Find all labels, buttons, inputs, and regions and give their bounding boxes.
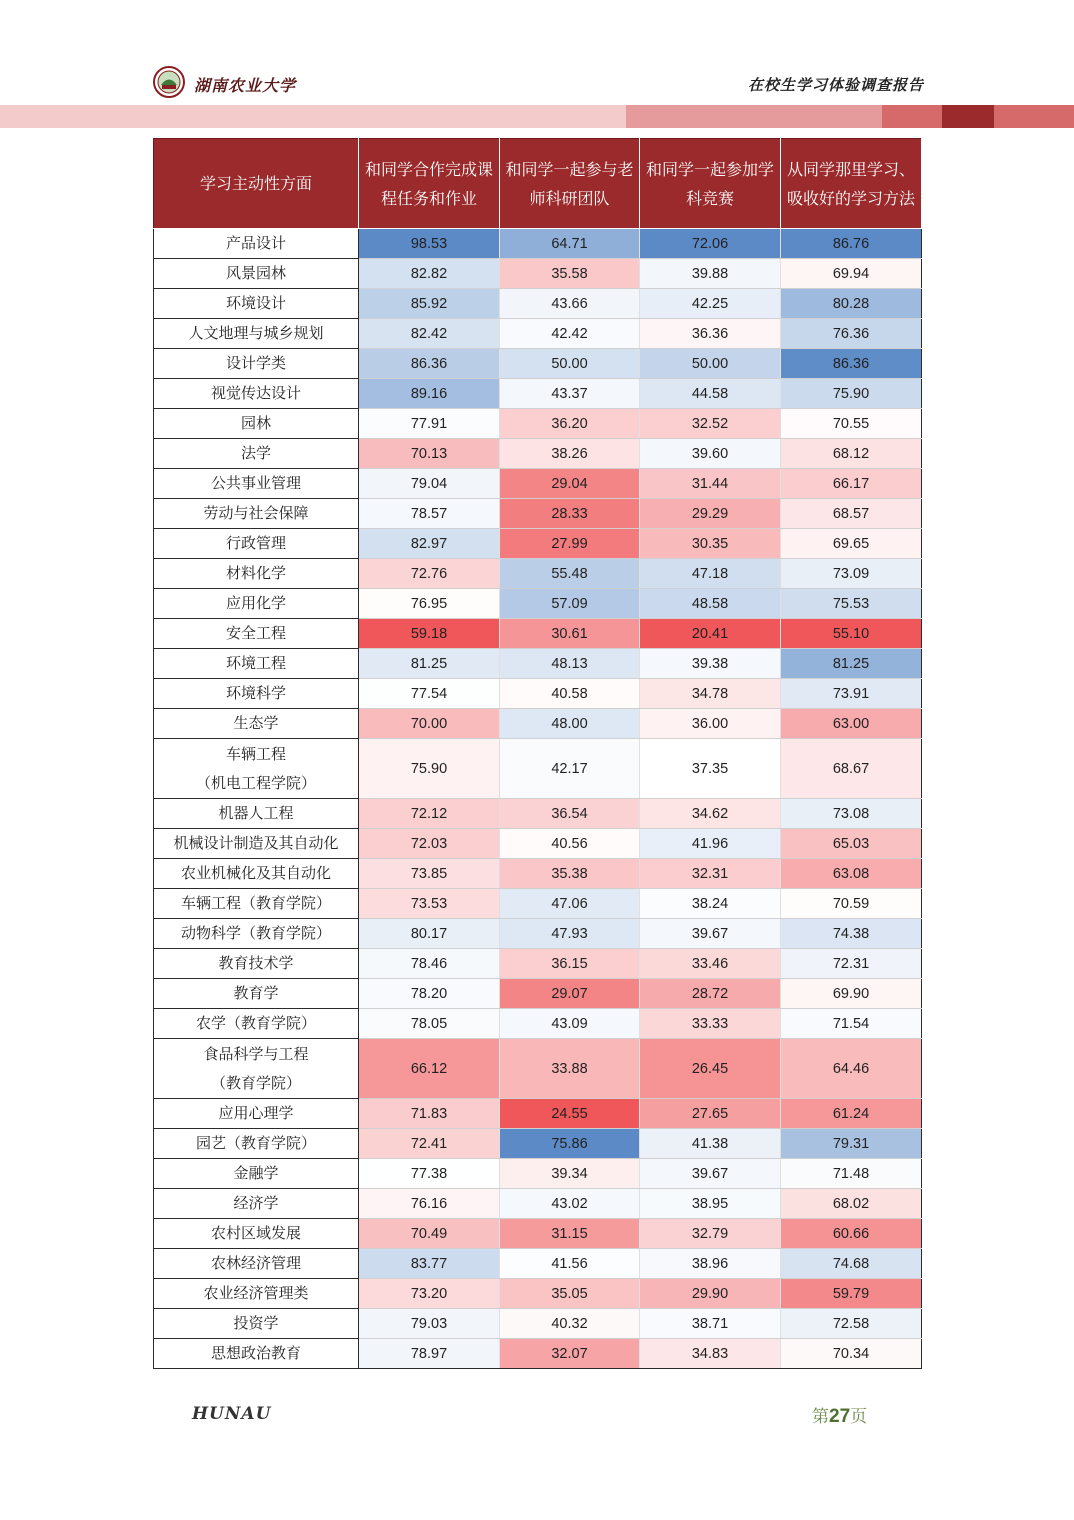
table-row xyxy=(154,829,922,859)
score-cell: 47.06 xyxy=(500,889,640,919)
score-cell: 72.76 xyxy=(359,559,500,589)
score-cell: 44.58 xyxy=(640,379,781,409)
score-cell: 47.18 xyxy=(640,559,781,589)
score-cell: 81.25 xyxy=(359,649,500,679)
score-cell: 73.85 xyxy=(359,859,500,889)
score-cell: 76.16 xyxy=(359,1189,500,1219)
score-cell: 75.53 xyxy=(781,589,922,619)
major-name-cell: 生态学 xyxy=(154,709,359,739)
score-cell: 89.16 xyxy=(359,379,500,409)
major-name-cell: 人文地理与城乡规划 xyxy=(154,319,359,349)
table-row xyxy=(154,709,922,739)
score-cell: 72.31 xyxy=(781,949,922,979)
score-cell: 33.46 xyxy=(640,949,781,979)
score-cell: 70.34 xyxy=(781,1339,922,1369)
score-cell: 20.41 xyxy=(640,619,781,649)
major-name-cell: 公共事业管理 xyxy=(154,469,359,499)
score-cell: 41.38 xyxy=(640,1129,781,1159)
score-cell: 34.83 xyxy=(640,1339,781,1369)
major-name-cell: 劳动与社会保障 xyxy=(154,499,359,529)
report-title: 在校生学习体验调查报告 xyxy=(747,76,924,94)
table-row xyxy=(154,649,922,679)
score-cell: 35.38 xyxy=(500,859,640,889)
table-row xyxy=(154,349,922,379)
major-name-cell: 投资学 xyxy=(154,1309,359,1339)
table-row xyxy=(154,589,922,619)
score-cell: 36.54 xyxy=(500,799,640,829)
major-name-cell: 机械设计制造及其自动化 xyxy=(154,829,359,859)
score-cell: 78.46 xyxy=(359,949,500,979)
table-row xyxy=(154,289,922,319)
table-row xyxy=(154,1189,922,1219)
score-cell: 86.36 xyxy=(359,349,500,379)
score-cell: 36.20 xyxy=(500,409,640,439)
score-cell: 48.58 xyxy=(640,589,781,619)
score-cell: 27.65 xyxy=(640,1099,781,1129)
score-cell: 55.48 xyxy=(500,559,640,589)
score-cell: 39.34 xyxy=(500,1159,640,1189)
score-cell: 59.79 xyxy=(781,1279,922,1309)
score-cell: 73.20 xyxy=(359,1279,500,1309)
major-name-cell: 机器人工程 xyxy=(154,799,359,829)
score-cell: 77.54 xyxy=(359,679,500,709)
major-name-cell: 环境设计 xyxy=(154,289,359,319)
table-row xyxy=(154,529,922,559)
score-cell: 75.90 xyxy=(781,379,922,409)
score-cell: 60.66 xyxy=(781,1219,922,1249)
score-cell: 85.92 xyxy=(359,289,500,319)
score-cell: 34.62 xyxy=(640,799,781,829)
table-row xyxy=(154,1039,922,1099)
table-row xyxy=(154,259,922,289)
column-header: 学习主动性方面 xyxy=(154,139,359,229)
major-name-cell: 食品科学与工程 （教育学院） xyxy=(154,1039,359,1099)
score-cell: 75.86 xyxy=(500,1129,640,1159)
major-name-cell: 思想政治教育 xyxy=(154,1339,359,1369)
table-header-row xyxy=(154,139,922,229)
score-cell: 36.00 xyxy=(640,709,781,739)
score-cell: 78.05 xyxy=(359,1009,500,1039)
score-cell: 39.38 xyxy=(640,649,781,679)
major-name-cell: 行政管理 xyxy=(154,529,359,559)
table-row xyxy=(154,1129,922,1159)
score-cell: 70.13 xyxy=(359,439,500,469)
score-cell: 24.55 xyxy=(500,1099,640,1129)
score-cell: 73.53 xyxy=(359,889,500,919)
table-row xyxy=(154,229,922,259)
score-cell: 72.06 xyxy=(640,229,781,259)
column-header: 从同学那里学习、吸收好的学习方法 xyxy=(781,139,922,229)
table-row xyxy=(154,499,922,529)
score-cell: 69.90 xyxy=(781,979,922,1009)
score-cell: 98.53 xyxy=(359,229,500,259)
major-name-cell: 产品设计 xyxy=(154,229,359,259)
score-cell: 80.17 xyxy=(359,919,500,949)
score-cell: 35.05 xyxy=(500,1279,640,1309)
score-cell: 70.59 xyxy=(781,889,922,919)
major-name-cell: 园林 xyxy=(154,409,359,439)
major-name-cell: 设计学类 xyxy=(154,349,359,379)
table-row xyxy=(154,439,922,469)
score-cell: 33.33 xyxy=(640,1009,781,1039)
score-cell: 38.26 xyxy=(500,439,640,469)
table-row xyxy=(154,1219,922,1249)
table-row xyxy=(154,1159,922,1189)
major-name-cell: 环境科学 xyxy=(154,679,359,709)
score-cell: 29.04 xyxy=(500,469,640,499)
score-cell: 43.37 xyxy=(500,379,640,409)
score-cell: 43.02 xyxy=(500,1189,640,1219)
score-cell: 72.03 xyxy=(359,829,500,859)
score-cell: 36.15 xyxy=(500,949,640,979)
table-row xyxy=(154,739,922,799)
learning-initiative-table xyxy=(153,138,921,1369)
score-cell: 71.48 xyxy=(781,1159,922,1189)
score-cell: 42.42 xyxy=(500,319,640,349)
score-cell: 73.08 xyxy=(781,799,922,829)
score-cell: 74.68 xyxy=(781,1249,922,1279)
table-row xyxy=(154,469,922,499)
score-cell: 68.12 xyxy=(781,439,922,469)
score-cell: 68.02 xyxy=(781,1189,922,1219)
major-name-cell: 农业经济管理类 xyxy=(154,1279,359,1309)
score-cell: 33.88 xyxy=(500,1039,640,1099)
score-cell: 69.94 xyxy=(781,259,922,289)
score-cell: 39.88 xyxy=(640,259,781,289)
major-name-cell: 动物科学（教育学院） xyxy=(154,919,359,949)
score-cell: 32.31 xyxy=(640,859,781,889)
score-cell: 73.09 xyxy=(781,559,922,589)
score-cell: 71.54 xyxy=(781,1009,922,1039)
score-cell: 80.28 xyxy=(781,289,922,319)
table-row xyxy=(154,979,922,1009)
score-cell: 66.12 xyxy=(359,1039,500,1099)
score-cell: 40.58 xyxy=(500,679,640,709)
score-cell: 38.24 xyxy=(640,889,781,919)
table-row xyxy=(154,859,922,889)
major-name-cell: 经济学 xyxy=(154,1189,359,1219)
score-cell: 28.33 xyxy=(500,499,640,529)
table-row xyxy=(154,1279,922,1309)
major-name-cell: 车辆工程 （机电工程学院） xyxy=(154,739,359,799)
score-cell: 82.82 xyxy=(359,259,500,289)
score-cell: 72.41 xyxy=(359,1129,500,1159)
major-name-cell: 材料化学 xyxy=(154,559,359,589)
score-cell: 78.97 xyxy=(359,1339,500,1369)
score-cell: 39.67 xyxy=(640,1159,781,1189)
score-cell: 36.36 xyxy=(640,319,781,349)
score-cell: 70.00 xyxy=(359,709,500,739)
score-cell: 83.77 xyxy=(359,1249,500,1279)
table-row xyxy=(154,409,922,439)
major-name-cell: 安全工程 xyxy=(154,619,359,649)
score-cell: 43.66 xyxy=(500,289,640,319)
score-cell: 43.09 xyxy=(500,1009,640,1039)
table-row xyxy=(154,1249,922,1279)
score-cell: 69.65 xyxy=(781,529,922,559)
score-cell: 29.29 xyxy=(640,499,781,529)
score-cell: 42.25 xyxy=(640,289,781,319)
major-name-cell: 农村区域发展 xyxy=(154,1219,359,1249)
table-row xyxy=(154,799,922,829)
score-cell: 47.93 xyxy=(500,919,640,949)
score-cell: 73.91 xyxy=(781,679,922,709)
score-cell: 29.90 xyxy=(640,1279,781,1309)
score-cell: 70.55 xyxy=(781,409,922,439)
score-cell: 63.08 xyxy=(781,859,922,889)
score-cell: 31.44 xyxy=(640,469,781,499)
score-cell: 71.83 xyxy=(359,1099,500,1129)
score-cell: 39.67 xyxy=(640,919,781,949)
score-cell: 28.72 xyxy=(640,979,781,1009)
header-color-band xyxy=(0,105,1074,128)
table-row xyxy=(154,1309,922,1339)
score-cell: 34.78 xyxy=(640,679,781,709)
major-name-cell: 环境工程 xyxy=(154,649,359,679)
table-row xyxy=(154,319,922,349)
score-cell: 61.24 xyxy=(781,1099,922,1129)
score-cell: 31.15 xyxy=(500,1219,640,1249)
major-name-cell: 应用化学 xyxy=(154,589,359,619)
university-seal-icon xyxy=(153,66,185,98)
score-cell: 78.20 xyxy=(359,979,500,1009)
score-cell: 32.07 xyxy=(500,1339,640,1369)
major-name-cell: 农业机械化及其自动化 xyxy=(154,859,359,889)
score-cell: 42.17 xyxy=(500,739,640,799)
score-cell: 50.00 xyxy=(500,349,640,379)
score-cell: 38.95 xyxy=(640,1189,781,1219)
column-header: 和同学一起参加学科竞赛 xyxy=(640,139,781,229)
major-name-cell: 应用心理学 xyxy=(154,1099,359,1129)
score-cell: 68.57 xyxy=(781,499,922,529)
footer-logo: HUNAU xyxy=(192,1404,272,1424)
score-cell: 72.12 xyxy=(359,799,500,829)
major-name-cell: 金融学 xyxy=(154,1159,359,1189)
score-cell: 76.36 xyxy=(781,319,922,349)
score-cell: 70.49 xyxy=(359,1219,500,1249)
score-cell: 38.71 xyxy=(640,1309,781,1339)
page-number: 第27页 xyxy=(812,1406,868,1427)
major-name-cell: 教育技术学 xyxy=(154,949,359,979)
table-row xyxy=(154,889,922,919)
score-cell: 86.36 xyxy=(781,349,922,379)
score-cell: 30.61 xyxy=(500,619,640,649)
score-cell: 41.56 xyxy=(500,1249,640,1279)
table-row xyxy=(154,1009,922,1039)
score-cell: 74.38 xyxy=(781,919,922,949)
table-row xyxy=(154,619,922,649)
score-cell: 79.03 xyxy=(359,1309,500,1339)
score-cell: 38.96 xyxy=(640,1249,781,1279)
score-cell: 77.38 xyxy=(359,1159,500,1189)
table-row xyxy=(154,919,922,949)
score-cell: 82.97 xyxy=(359,529,500,559)
score-cell: 79.31 xyxy=(781,1129,922,1159)
score-cell: 35.58 xyxy=(500,259,640,289)
major-name-cell: 教育学 xyxy=(154,979,359,1009)
column-header: 和同学合作完成课程任务和作业 xyxy=(359,139,500,229)
score-cell: 82.42 xyxy=(359,319,500,349)
score-cell: 32.52 xyxy=(640,409,781,439)
table-row xyxy=(154,949,922,979)
score-cell: 27.99 xyxy=(500,529,640,559)
score-cell: 50.00 xyxy=(640,349,781,379)
score-cell: 30.35 xyxy=(640,529,781,559)
major-name-cell: 法学 xyxy=(154,439,359,469)
score-cell: 37.35 xyxy=(640,739,781,799)
major-name-cell: 车辆工程（教育学院） xyxy=(154,889,359,919)
score-cell: 64.46 xyxy=(781,1039,922,1099)
score-cell: 78.57 xyxy=(359,499,500,529)
score-cell: 48.00 xyxy=(500,709,640,739)
table-row xyxy=(154,379,922,409)
score-cell: 76.95 xyxy=(359,589,500,619)
score-cell: 86.76 xyxy=(781,229,922,259)
score-cell: 66.17 xyxy=(781,469,922,499)
score-cell: 65.03 xyxy=(781,829,922,859)
score-cell: 55.10 xyxy=(781,619,922,649)
major-name-cell: 视觉传达设计 xyxy=(154,379,359,409)
score-cell: 48.13 xyxy=(500,649,640,679)
score-cell: 64.71 xyxy=(500,229,640,259)
score-cell: 59.18 xyxy=(359,619,500,649)
major-name-cell: 风景园林 xyxy=(154,259,359,289)
score-cell: 77.91 xyxy=(359,409,500,439)
score-cell: 81.25 xyxy=(781,649,922,679)
table-row xyxy=(154,1339,922,1369)
column-header: 和同学一起参与老师科研团队 xyxy=(500,139,640,229)
major-name-cell: 农学（教育学院） xyxy=(154,1009,359,1039)
score-cell: 57.09 xyxy=(500,589,640,619)
score-cell: 63.00 xyxy=(781,709,922,739)
score-cell: 41.96 xyxy=(640,829,781,859)
table-row xyxy=(154,1099,922,1129)
score-cell: 32.79 xyxy=(640,1219,781,1249)
score-cell: 29.07 xyxy=(500,979,640,1009)
score-cell: 79.04 xyxy=(359,469,500,499)
score-cell: 40.32 xyxy=(500,1309,640,1339)
score-cell: 72.58 xyxy=(781,1309,922,1339)
table-row xyxy=(154,679,922,709)
score-cell: 75.90 xyxy=(359,739,500,799)
score-cell: 68.67 xyxy=(781,739,922,799)
major-name-cell: 园艺（教育学院） xyxy=(154,1129,359,1159)
score-cell: 26.45 xyxy=(640,1039,781,1099)
score-cell: 39.60 xyxy=(640,439,781,469)
table-row xyxy=(154,559,922,589)
university-name: 湖南农业大学 xyxy=(194,76,297,95)
major-name-cell: 农林经济管理 xyxy=(154,1249,359,1279)
score-cell: 40.56 xyxy=(500,829,640,859)
